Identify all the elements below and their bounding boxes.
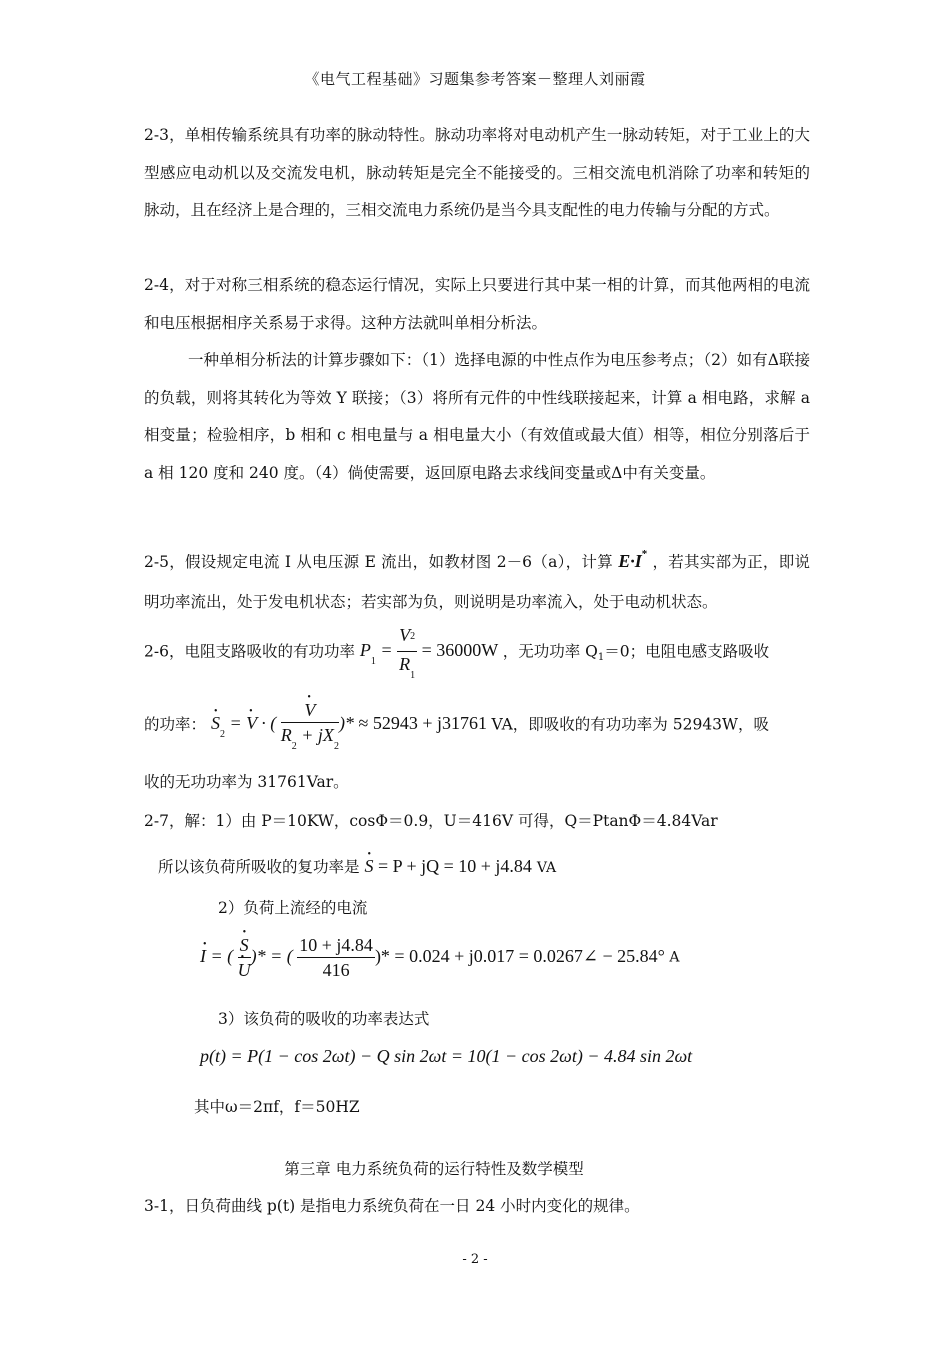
- r-subscript: 1: [410, 670, 416, 681]
- current-fraction: [297, 935, 375, 980]
- page-number: - 2 -: [462, 1252, 488, 1267]
- s-formula: • S = P + jQ = 10 + j4.84: [364, 856, 531, 876]
- current-value: )* = 0.024 + j0.017 = 0.0267∠ − 25.84°: [374, 945, 665, 966]
- answer-2-4-steps: 一种单相分析法的计算步骤如下：（1）选择电源的中性点作为电压参考点；（2）如有Δ联接的负载，则将其转化为等效 Y 联接；（3）将所有元件的中性线联接起来，计算 a 相电路，求解 a 相变量；检验相序，b 相和 c 相电量与 a 相电量大小（有效值或最大值）相等，相位分别落后于 a 相 120 度和 240 度。（4）倘使需要，返回原电路去求线间变量或Δ中有关变量。: [144, 351, 810, 482]
- current-numerator: 10 + j4.84: [297, 935, 375, 958]
- p1-subscript: 1: [370, 655, 376, 667]
- s2-formula: • $S_2$ = • V · ( • $\frac{V}{R_2 + jX_2}$ )* ≈ 52943 + j31761: [211, 713, 492, 733]
- answer-2-6-text-b: ，无功功率 Q: [502, 642, 598, 661]
- answer-2-7-complex-power: [158, 855, 556, 879]
- answer-2-6-text-c: ＝0；电阻电感支路吸收: [604, 642, 770, 661]
- answer-2-7-step2: 2）负荷上流经的电流: [218, 899, 368, 917]
- current-equation: [200, 935, 679, 995]
- p1-formula: $P_1$ = $\frac{V2}{R_1}$ = 36000W: [359, 625, 499, 681]
- answer-2-6-text-a: 2-6，电阻支路吸收的有功功率: [144, 642, 355, 661]
- answer-2-4: 2-4，对于对称三相系统的稳态运行情况，实际上只要进行其中某一相的计算，而其他两相的电流和电压根据相序关系易于求得。这种方法就叫单相分析法。: [144, 276, 810, 332]
- answer-2-6-line2: [144, 700, 769, 766]
- answer-2-5-text-a: 2-5，假设规定电流 I 从电压源 E 流出，如教材图 2－6（a），计算: [144, 553, 613, 571]
- v-over-z2: • $\frac{V}{R_2 + jX_2}$: [281, 700, 339, 749]
- answer-2-6-text-d: 的功率：: [144, 715, 207, 734]
- answer-2-5-text-b: ，若其实部为正，即说明功率流出，处于发电机状态；若实部为负，则说明是功率流入，处于电动机状态。: [144, 553, 810, 611]
- answer-2-3: 2-3，单相传输系统具有功率的脉动特性。脉动功率将对电动机产生一脉动转矩，对于工业上的大型感应电动机以及交流发电机，脉动转矩是完全不能接受的。三相交流电机消除了功率和转矩的脉动，且在经济上是合理的，三相交流电力系统仍是当今具支配性的电力传输与分配的方式。: [144, 126, 810, 220]
- s-value: = P + jQ = 10 + j4.84: [377, 856, 532, 876]
- chapter-title: 第三章 电力系统负荷的运行特性及数学模型: [284, 1160, 584, 1178]
- current-formula: • I = ( • S • U )* = ( $\frac{10 + j4.84}{416}$ )* = 0.024 + j0.017 = 0.0267∠ − 25.84°: [200, 946, 669, 966]
- s2-value: ≈ 52943 + j31761: [358, 712, 487, 733]
- current-denominator: 416: [322, 960, 350, 980]
- answer-2-7-step3: 3）该负荷的吸收的功率表达式: [218, 1010, 430, 1028]
- running-header: 《电气工程基础》习题集参考答案－整理人刘丽霞: [304, 70, 646, 88]
- v-symbol: V: [399, 625, 411, 645]
- q1-subscript: 1: [597, 651, 605, 663]
- complex-power-expression: E·• I*: [618, 551, 647, 571]
- v-exponent: 2: [410, 631, 416, 642]
- unit-va: VA: [536, 860, 557, 876]
- answer-2-5: [144, 543, 810, 621]
- power-expression: [200, 1045, 692, 1068]
- p1-value: = 36000W: [421, 639, 499, 660]
- answer-2-6-line3: 收的无功功率为 31761Var。: [144, 773, 349, 791]
- omega-definition: 其中ω＝2πf，f＝50HZ: [194, 1098, 360, 1116]
- answer-3-1: 3-1，日负荷曲线 p(t) 是指电力系统负荷在一日 24 小时内变化的规律。: [144, 1197, 640, 1215]
- r-symbol: R: [399, 654, 411, 674]
- p1-symbol: P: [359, 639, 371, 660]
- s-over-u: • S • U: [238, 935, 251, 980]
- answer-2-6-text-e: VA，即吸收的有功功率为 52943W，吸: [491, 715, 769, 734]
- v2-over-r1: [397, 625, 417, 681]
- answer-2-7-given: 2-7，解：1）由 P＝10KW，cosΦ＝0.9，U＝416V 可得，Q＝PtanΦ＝4.84Var: [144, 812, 718, 830]
- power-formula: p(t) = P(1 − cos 2ωt) − Q sin 2ωt = 10(1 − cos 2ωt) − 4.84 sin 2ωt: [200, 1046, 693, 1066]
- unit-a: A: [669, 949, 680, 966]
- answer-2-7-text-b: 所以该负荷所吸收的复功率是: [158, 858, 360, 876]
- answer-2-6-line1: [144, 625, 769, 685]
